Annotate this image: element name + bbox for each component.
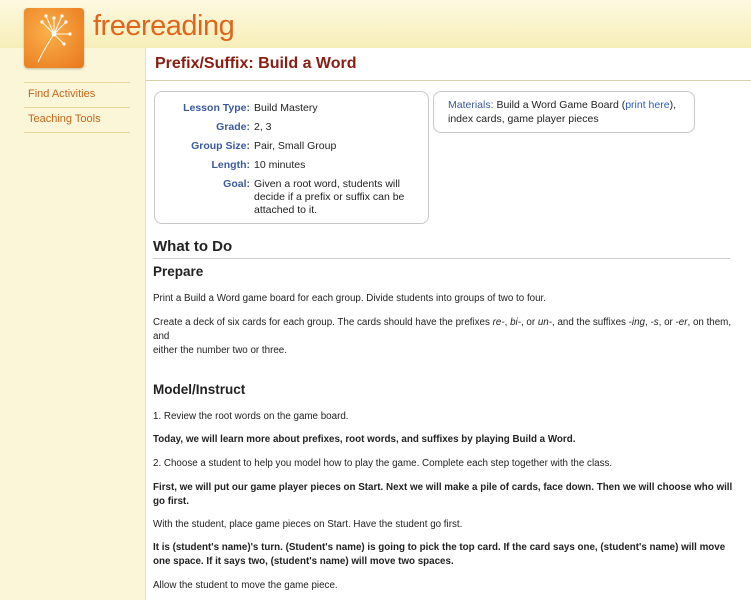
main-content [145,48,751,600]
page-title: Prefix/Suffix: Build a Word [155,55,357,72]
prepare-p2-line-2: either the number two or three. [153,345,287,356]
prepare-p2-text-b: , and the suffixes [552,317,629,328]
lesson-info-box [154,91,429,224]
goal-label: Goal: [223,178,250,190]
prepare-paragraph-2 [153,316,733,358]
materials-text-after: ), [669,99,676,111]
brand-logo[interactable] [93,8,234,44]
length-value: 10 minutes [254,159,306,171]
suffix-er: -er [675,317,688,328]
model-step-1: 1. Review the root words on the game board. [153,411,349,422]
suffix-s: -s [650,317,659,328]
model-instruct-heading: Model/Instruct [153,382,246,397]
lesson-type-value: Build Mastery [254,102,318,114]
length-label: Length: [211,159,250,171]
goal-value: Given a root word, students will decide if a prefix or suffix can be attached to it. [254,178,405,216]
what-to-do-heading: What to Do [153,238,233,255]
what-to-do-divider [153,258,730,259]
lesson-type-label: Lesson Type: [183,102,250,114]
materials-line-1 [448,98,694,112]
prepare-p2-text-a: Create a deck of six cards for each group. The cards should have the prefixes [153,317,493,328]
logo-free: free [93,10,141,42]
prepare-heading: Prepare [153,264,204,279]
prepare-sep-2: , or [520,317,538,328]
materials-text-before: Build a Word Game Board ( [496,99,626,111]
sidebar-item-find-activities[interactable]: Find Activities [24,82,130,107]
materials-line-2: index cards, game player pieces [448,113,599,125]
materials-box [433,91,695,133]
sidebar [24,82,130,133]
prefix-bi: bi- [510,317,521,328]
dandelion-logo-icon[interactable] [24,8,84,68]
logo-reading: reading [140,10,235,42]
grade-label: Grade: [216,121,250,133]
print-here-link[interactable]: print here [625,99,670,111]
title-divider [146,80,751,81]
prepare-sep-1: , [504,317,511,328]
prepare-p2-text-c: , on them, and [153,317,732,342]
grade-value: 2, 3 [254,121,272,133]
model-step-4: Allow the student to move the game piece. [153,580,338,591]
model-script-1: Today, we will learn more about prefixes, root words, and suffixes by playing Build a Word. [153,434,576,445]
prepare-sep-4: , or [658,317,676,328]
sidebar-item-teaching-tools[interactable]: Teaching Tools [24,107,130,133]
group-size-value: Pair, Small Group [254,140,337,152]
model-script-3: It is (student's name)'s turn. (Student's name) is going to pick the top card. If the card says one, (student's name) will move one space. If it says two, (student's name) will move two spaces. [153,542,726,567]
suffix-ing: -ing [628,317,645,328]
group-size-label: Group Size: [191,140,250,152]
model-step-2: 2. Choose a student to help you model how to play the game. Complete each step together with the class. [153,458,613,469]
prepare-sep-3: , [645,317,651,328]
prepare-paragraph-1: Print a Build a Word game board for each group. Divide students into groups of two to four. [153,293,547,304]
materials-label: Materials: [448,99,494,111]
model-script-2: First, we will put our game player pieces on Start. Next we will make a pile of cards, face down. Then we will choose who will go first. [153,482,733,507]
prefix-re: re- [492,317,505,328]
model-step-3: With the student, place game pieces on Start. Have the student go first. [153,519,463,530]
prefix-un: un- [537,317,553,328]
